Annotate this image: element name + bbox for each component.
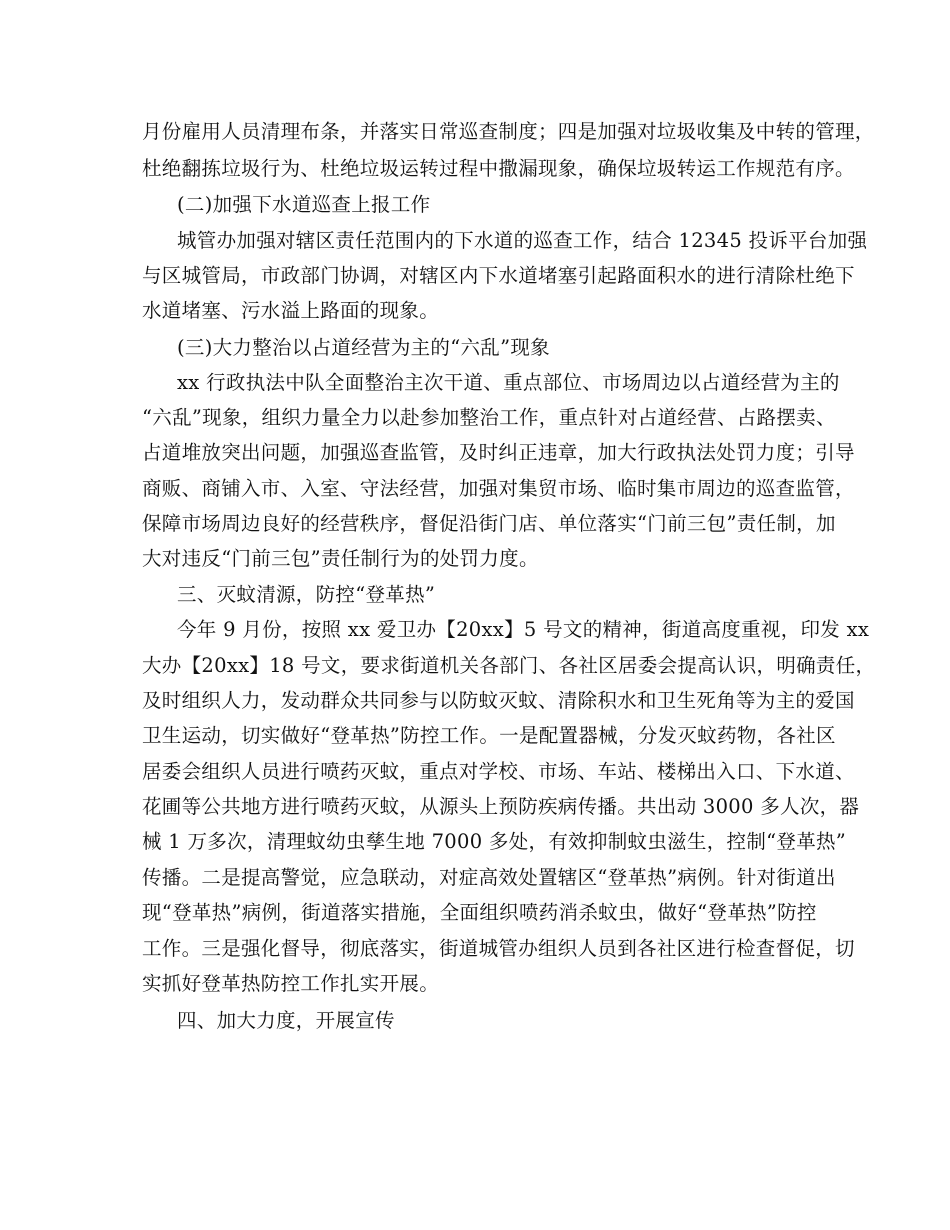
text-line: 及时组织人力，发动群众共同参与以防蚊灭蚊、清除积水和卫生死角等为主的爱国 — [142, 689, 855, 712]
text-line: “六乱”现象，组织力量全力以赴参加整治工作，重点针对占道经营、占路摆卖、 — [142, 406, 836, 429]
section-heading: (三)大力整治以占道经营为主的“六乱”现象 — [177, 336, 550, 359]
text-line: 保障市场周边良好的经营秩序，督促沿街门店、单位落实“门前三包”责任制，加 — [142, 512, 836, 535]
text-line: 花圃等公共地方进行喷药灭蚊，从源头上预防疾病传播。共出动 3000 多人次，器 — [142, 795, 860, 818]
text-line: 传播。二是提高警觉，应急联动，对症高效处置辖区“登革热”病例。针对街道出 — [142, 866, 836, 889]
text-line: 大办【20xx】18 号文，要求街道机关各部门、各社区居委会提高认识，明确责任， — [142, 654, 876, 677]
text-line: 工作。三是强化督导，彻底落实，街道城管办组织人员到各社区进行检查督促，切 — [142, 937, 855, 960]
text-line: 今年 9 月份，按照 xx 爱卫办【20xx】5 号文的精神，街道高度重视，印发 xx — [177, 618, 870, 641]
text-line: 与区城管局，市政部门协调，对辖区内下水道堵塞引起路面积水的进行清除杜绝下 — [142, 264, 855, 287]
text-line: 占道堆放突出问题，加强巡查监管，及时纠正违章，加大行政执法处罚力度；引导 — [142, 441, 855, 464]
text-line: 械 1 万多次，清理蚊幼虫孳生地 7000 多处，有效抑制蚊虫滋生，控制“登革热” — [142, 830, 847, 853]
text-line: 现“登革热”病例，街道落实措施，全面组织喷药消杀蚊虫，做好“登革热”防控 — [142, 901, 817, 924]
text-line: 实抓好登革热防控工作扎实开展。 — [142, 972, 440, 995]
text-line: 卫生运动，切实做好“登革热”防控工作。一是配置器械，分发灭蚊药物，各社区 — [142, 724, 836, 747]
text-line: 水道堵塞、污水溢上路面的现象。 — [142, 299, 440, 322]
text-line: 城管办加强对辖区责任范围内的下水道的巡查工作，结合 12345 投诉平台加强 — [177, 229, 868, 252]
text-line: xx 行政执法中队全面整治主次干道、重点部位、市场周边以占道经营为主的 — [177, 371, 840, 394]
section-heading: (二)加强下水道巡查上报工作 — [177, 193, 431, 216]
text-line: 商贩、商铺入市、入室、守法经营，加强对集贸市场、临时集市周边的巡查监管， — [142, 477, 855, 500]
section-heading: 三、灭蚊清源，防控“登革热” — [177, 583, 436, 606]
text-line: 月份雇用人员清理布条，并落实日常巡查制度；四是加强对垃圾收集及中转的管理， — [142, 120, 875, 143]
section-heading: 四、加大力度，开展宣传 — [177, 1009, 395, 1032]
text-line: 大对违反“门前三包”责任制行为的处罚力度。 — [142, 547, 539, 570]
text-line: 杜绝翻拣垃圾行为、杜绝垃圾运转过程中撒漏现象，确保垃圾转运工作规范有序。 — [142, 157, 855, 180]
text-line: 居委会组织人员进行喷药灭蚊，重点对学校、市场、车站、楼梯出入口、下水道、 — [142, 760, 855, 783]
